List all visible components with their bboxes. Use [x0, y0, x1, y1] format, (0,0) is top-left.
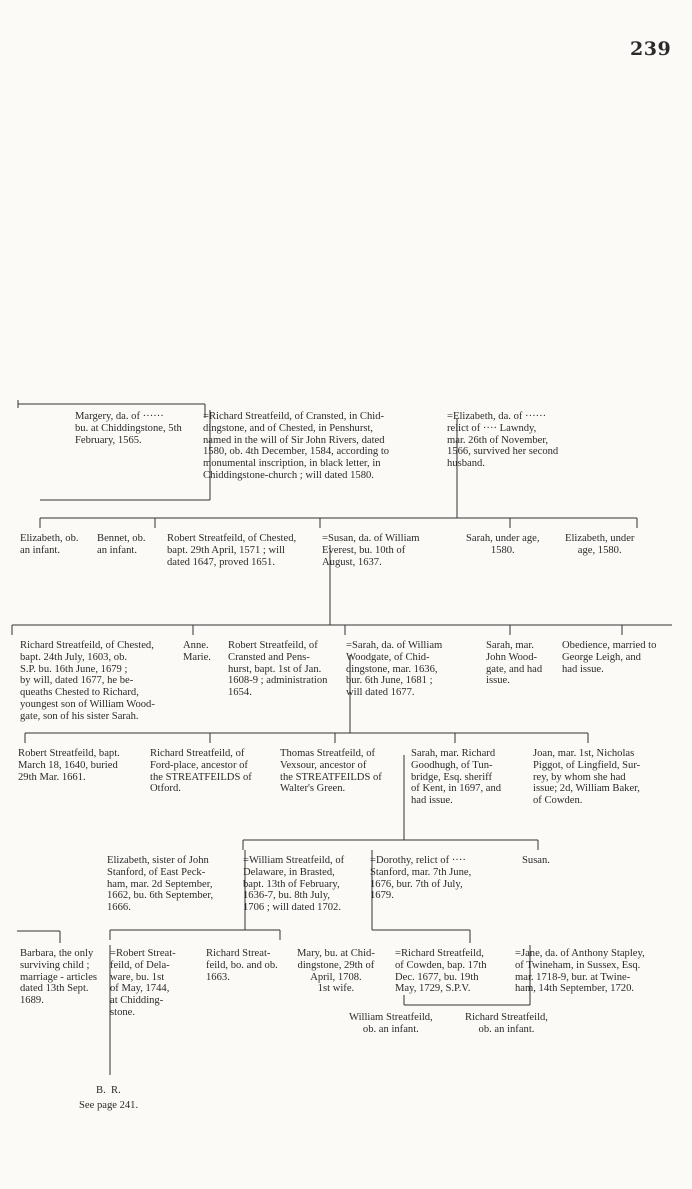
- entry-jane-stapley: =Jane, da. of Anthony Stapley, of Twineham, in Sussex, Esq. mar. 1718-9, bur. at Twine- ham, 14th September, 1720.: [515, 948, 645, 995]
- entry-william-streatfeild-delaware: =William Streatfeild, of Delaware, in Brasted, bapt. 13th of February, 1636-7, bu. 8th July, 1706 ; will dated 1702.: [243, 855, 345, 914]
- entry-susan-everest: =Susan, da. of William Everest, bu. 10th of August, 1637.: [322, 533, 420, 568]
- entry-elizabeth-wife: =Elizabeth, da. of ······ relict of ···· Lawndy, mar. 26th of November, 1566, survived her second husband.: [447, 411, 559, 470]
- entry-susan: Susan.: [522, 855, 550, 866]
- entry-margery: Margery, da. of ······ bu. at Chiddingstone, 5th February, 1565.: [75, 411, 182, 446]
- entry-sarah-mar-woodgate: Sarah, mar. John Wood- gate, and had issue.: [486, 640, 543, 687]
- entry-sarah-woodgate: =Sarah, da. of William Woodgate, of Chid- dingstone, mar. 1636, bur. 6th June, 1681 ; will dated 1677.: [346, 640, 443, 699]
- entry-joan-piggot: Joan, mar. 1st, Nicholas Piggot, of Lingfield, Sur- rey, by whom she had issue; 2d, William Baker, of Cowden.: [533, 748, 641, 807]
- entry-richard-streatfeild-ford-place: Richard Streatfeild, of Ford-place, ancestor of the STREATFEILDS of Otford.: [150, 748, 252, 795]
- entry-barbara: Barbara, the only surviving child ; marriage - articles dated 13th Sept. 1689.: [20, 948, 98, 1007]
- entry-elizabeth-infant: Elizabeth, ob. an infant.: [20, 533, 79, 556]
- entry-thomas-streatfeild-vexsour: Thomas Streatfeild, of Vexsour, ancestor of the STREATFEILDS of Walter's Green.: [280, 748, 382, 795]
- entry-sarah-goodhugh: Sarah, mar. Richard Goodhugh, of Tun- bridge, Esq. sheriff of Kent, in 1697, and had issue.: [411, 748, 502, 807]
- entry-william-streatfeild-infant: William Streatfeild, ob. an infant.: [349, 1012, 433, 1035]
- entry-richard-streatfeild-chested: Richard Streatfeild, of Chested, bapt. 24th July, 1603, ob. S.P. bu. 16th June, 1679 ; by will, dated 1677, he be- queaths Chested to Richard, youngest son of William Wood- gate, son of his sister Sarah.: [20, 640, 155, 722]
- entry-robert-streatfeild-1640: Robert Streatfeild, bapt. March 18, 1640, buried 29th Mar. 1661.: [18, 748, 120, 783]
- entry-robert-streatfeild-chested: Robert Streatfeild, of Chested, bapt. 29th April, 1571 ; will dated 1647, proved 1651.: [167, 533, 297, 568]
- entry-anne-marie: Anne. Marie.: [183, 640, 211, 663]
- entry-robert-streatfeild-delaware: =Robert Streat- feild, of Dela- ware, bu. 1st of May, 1744, at Chidding- stone.: [110, 948, 176, 1018]
- entry-dorothy-stanford: =Dorothy, relict of ···· Stanford, mar. 7th June, 1676, bur. 7th of July, 1679.: [370, 855, 472, 902]
- entry-elizabeth-stanford: Elizabeth, sister of John Stanford, of East Peck- ham, mar. 2d September, 1662, bu. 6th September, 1666.: [107, 855, 214, 914]
- entry-elizabeth-under-age: Elizabeth, under age, 1580.: [565, 533, 635, 556]
- entry-robert-streatfeild-cransted: Robert Streatfeild, of Cransted and Pens- hurst, bapt. 1st of Jan. 1608-9 ; administration 1654.: [228, 640, 328, 699]
- entry-richard-streatfeild-1663: Richard Streat- feild, bo. and ob. 1663.: [206, 948, 278, 983]
- entry-sarah-under-age: Sarah, under age, 1580.: [466, 533, 540, 556]
- entry-richard-streatfeild-infant: Richard Streatfeild, ob. an infant.: [465, 1012, 548, 1035]
- entry-mary-first-wife: Mary, bu. at Chid- dingstone, 29th of April, 1708. 1st wife.: [297, 948, 375, 995]
- entry-richard-streatfeild-cransted: =Richard Streatfeild, of Cransted, in Chid- dingstone, and of Chested, in Penshurst, named in the will of Sir John Rivers, dated 1580, ob. 4th December, 1584, according to monumental inscription, in black letter, in Chiddingstone-church ; will dated 1580.: [203, 411, 390, 481]
- entry-richard-streatfeild-cowden: =Richard Streatfeild, of Cowden, bap. 17th Dec. 1677, bu. 19th May, 1729, S.P.V.: [395, 948, 487, 995]
- page-number: 239: [630, 38, 672, 60]
- see-page-reference: See page 241.: [79, 1100, 139, 1111]
- entry-obedience: Obedience, married to George Leigh, and had issue.: [562, 640, 657, 675]
- br-marker: B. R.: [96, 1085, 121, 1096]
- entry-bennet-infant: Bennet, ob. an infant.: [97, 533, 146, 556]
